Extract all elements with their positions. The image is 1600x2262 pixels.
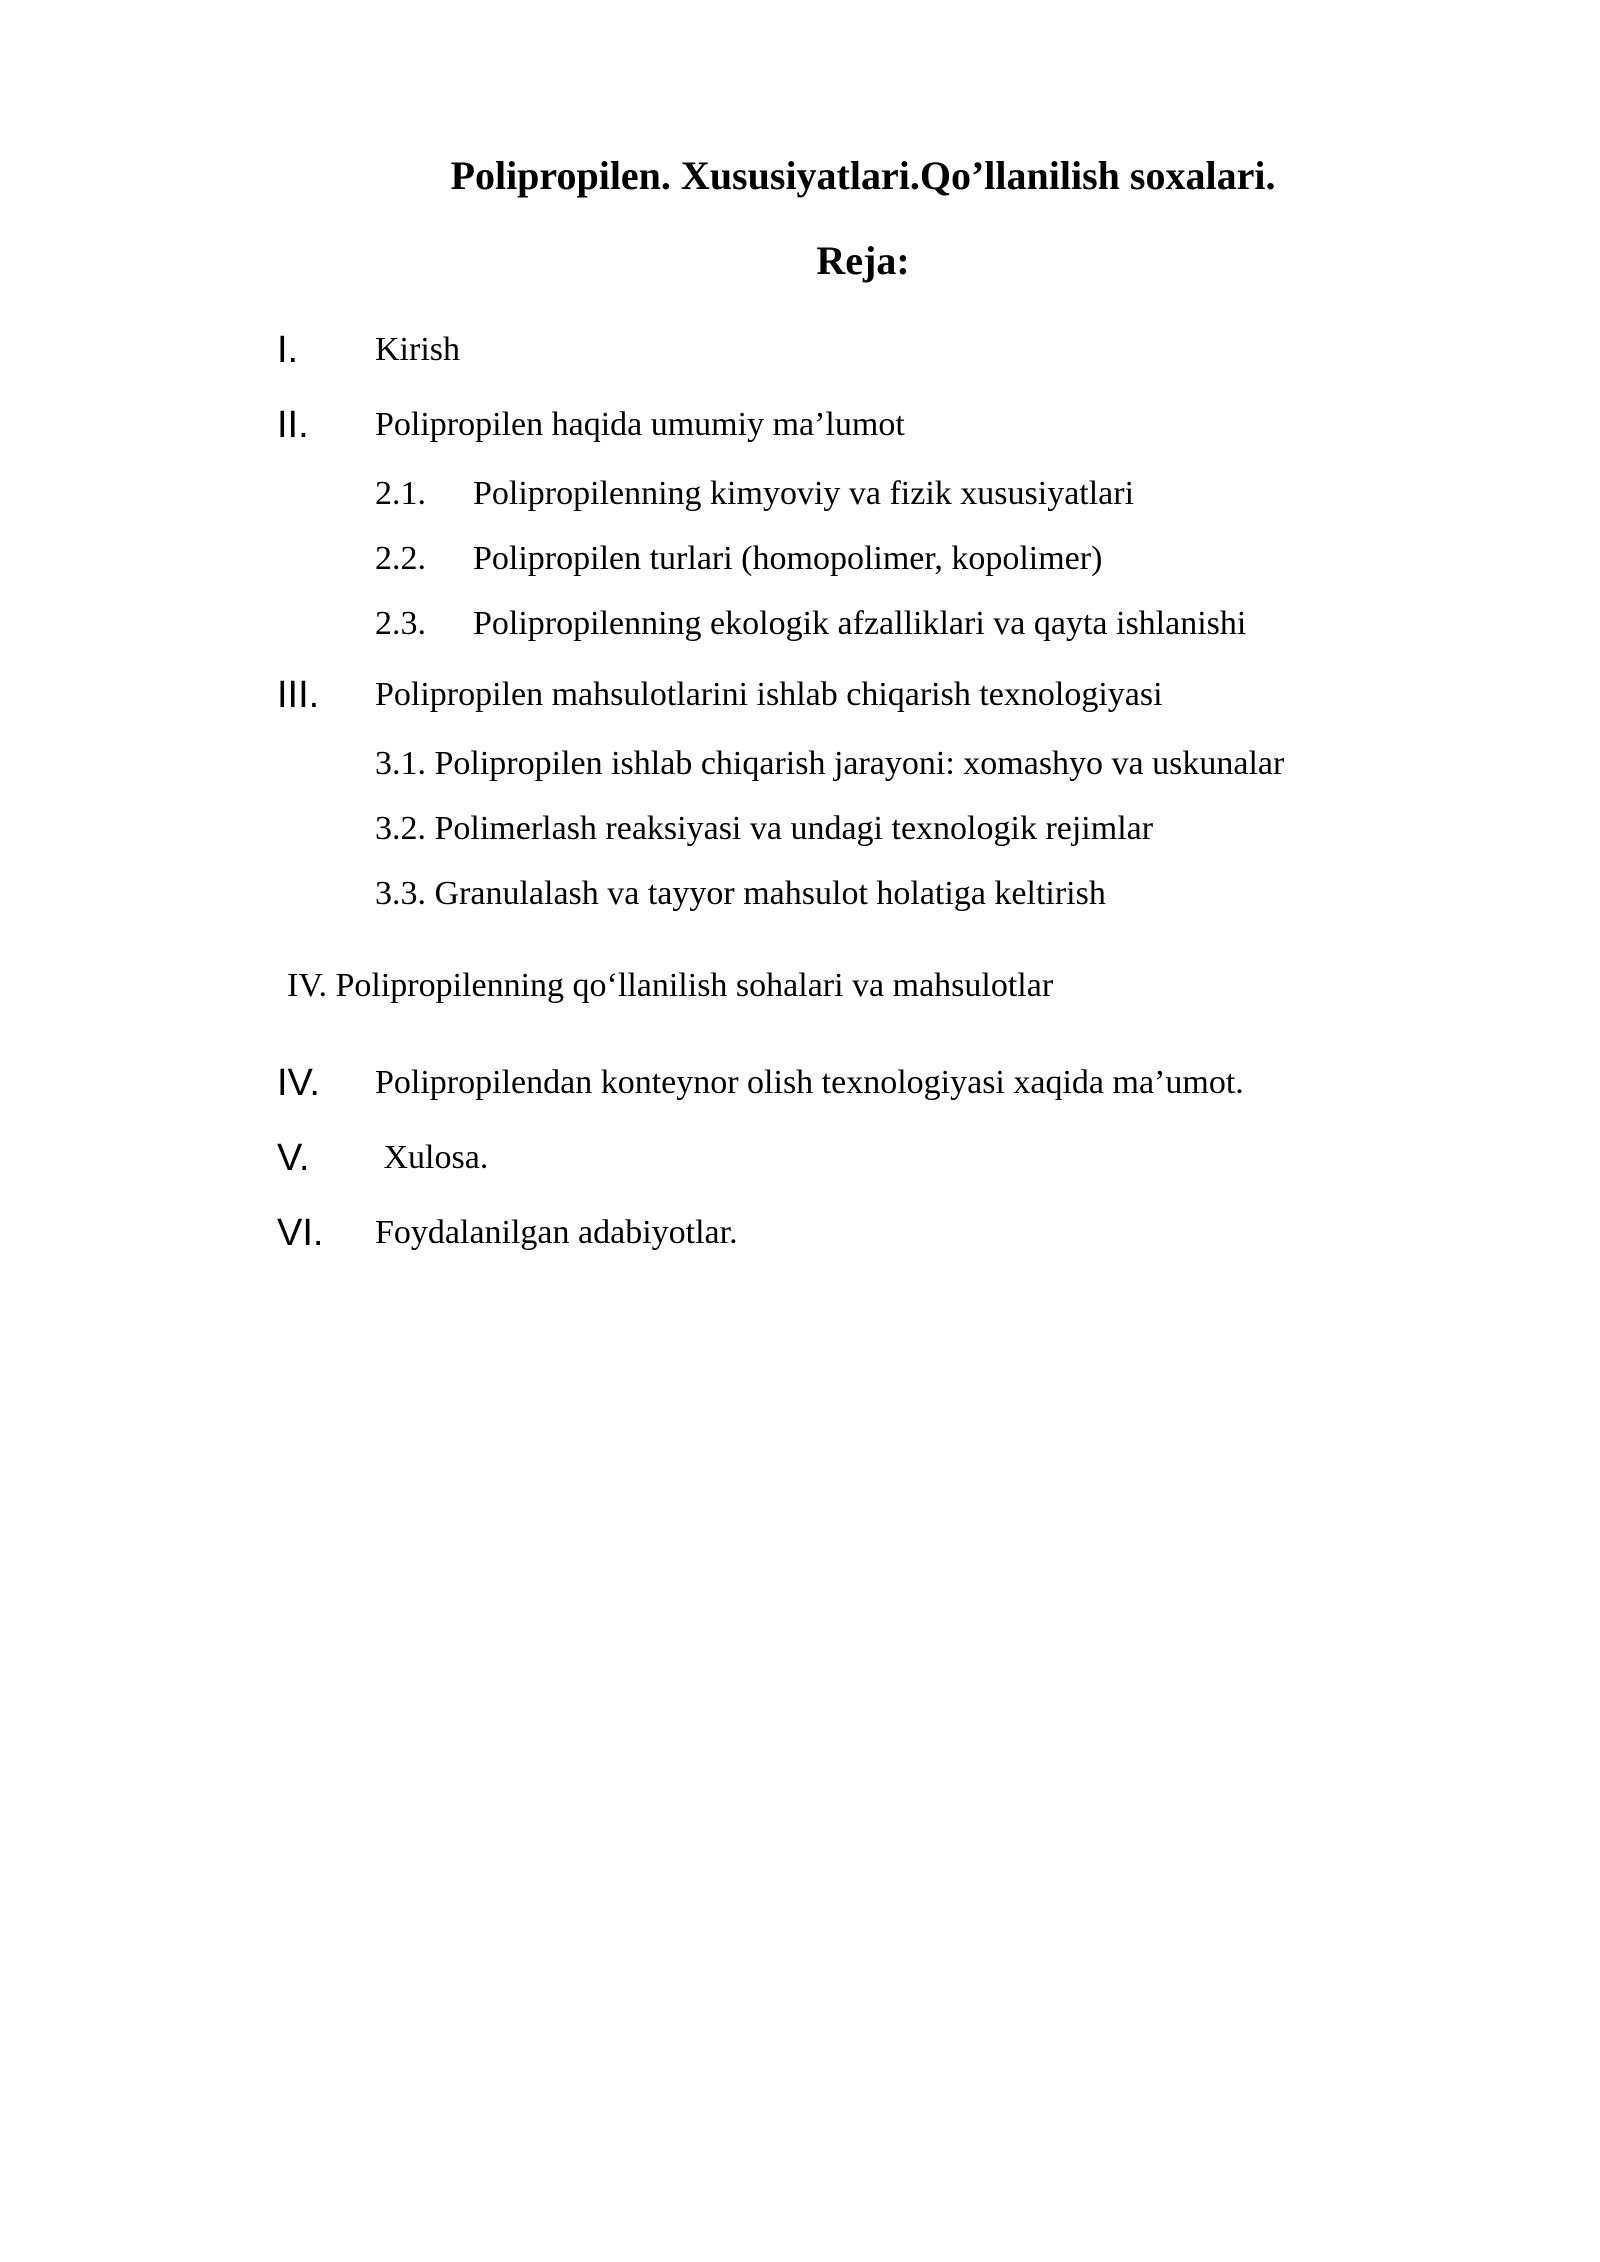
outline-numeral: V. xyxy=(277,1137,310,1179)
outline-numeral: II. xyxy=(277,404,309,446)
subitem-text: Polipropilen turlari (homopolimer, kopolimer) xyxy=(473,540,1103,577)
subitem-text: 3.3. Granulalash va tayyor mahsulot holatiga keltirish xyxy=(375,875,1106,912)
outline-numeral: VI. xyxy=(277,1212,324,1254)
standalone-text: IV. Polipropilenning qo‘llanilish sohalari va mahsulotlar xyxy=(287,967,1054,1004)
document-title: Polipropilen. Xususiyatlari.Qo’llanilish soxalari. xyxy=(450,153,1276,198)
outline-text: Polipropilen haqida umumiy ma’lumot xyxy=(375,406,905,443)
outline-numeral: I. xyxy=(277,329,299,371)
outline-text: Foydalanilgan adabiyotlar. xyxy=(375,1214,738,1251)
subitem-text: Polipropilenning kimyoviy va fizik xususiyatlari xyxy=(473,475,1135,512)
subitem-number: 2.3. xyxy=(375,605,426,642)
outline-text: Kirish xyxy=(375,331,460,368)
outline-text: Xulosa. xyxy=(375,1139,489,1176)
outline-text: Polipropilen mahsulotlarini ishlab chiqarish texnologiyasi xyxy=(375,676,1163,713)
plan-heading: Reja: xyxy=(816,238,910,283)
outline-numeral: III. xyxy=(277,674,320,716)
subitem-text: 3.2. Polimerlash reaksiyasi va undagi texnologik rejimlar xyxy=(375,810,1154,847)
outline-numeral: IV. xyxy=(277,1062,320,1104)
subitem-text: Polipropilenning ekologik afzalliklari va qayta ishlanishi xyxy=(473,605,1247,642)
outline-text: Polipropilendan konteynor olish texnologiyasi xaqida ma’umot. xyxy=(375,1064,1244,1101)
subitem-number: 2.2. xyxy=(375,540,426,577)
subitem-text: 3.1. Polipropilen ishlab chiqarish jarayoni: xomashyo va uskunalar xyxy=(375,745,1285,782)
subitem-number: 2.1. xyxy=(375,475,426,512)
